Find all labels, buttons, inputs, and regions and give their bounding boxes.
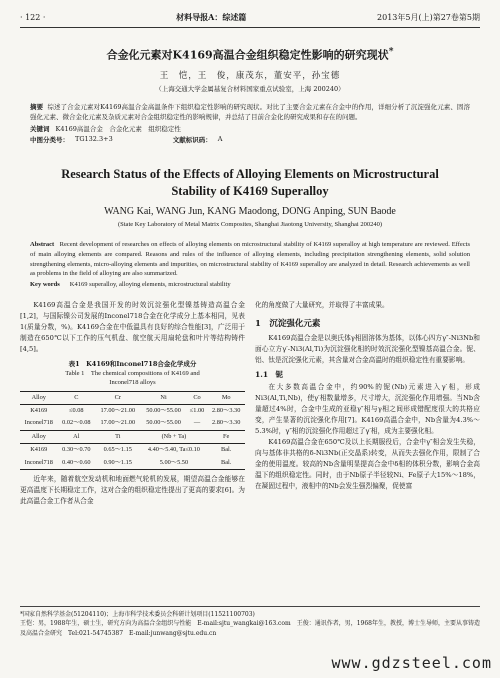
body-columns xyxy=(20,300,480,507)
affiliation-chinese: （上海交通大学金属基复合材料国家重点试验室，上海 200240） xyxy=(155,84,345,93)
doc-code: A xyxy=(217,135,223,144)
abstract-en-label: Abstract xyxy=(30,241,55,249)
section1-paragraph: K4169高温合金是以奥氏体γ相固溶体为基体，以体心四方γ″-Ni3Nb和面心立方γ′-Ni3(Al,Ti)为沉淀强化相的时效沉淀强化型镍基高温合金。铌、铝、钛是沉淀强化元素，其含量对合金高温时的组织稳定性有重要影响。 xyxy=(255,334,480,365)
abstract-chinese xyxy=(20,103,480,123)
footnote xyxy=(20,606,480,638)
section-heading-1: 1 沉淀强化元素 xyxy=(255,319,321,330)
table-caption-cn: 表1 K4169和Inconel718合金化学成分 xyxy=(68,360,197,369)
table-row: K4169 0.30～0.70 0.65～1.15 4.40～5.40, Ta≤0.10 Bal. xyxy=(30,446,232,454)
issue-info: 2013年5月(上)第27卷第5期 xyxy=(377,13,480,22)
running-header xyxy=(20,12,480,28)
table-header-row: Alloy C Cr Ni Co Mo xyxy=(20,391,245,404)
table-row: Inconel718 0.02～0.08 17.00～21.00 50.00～55.00 — 2.80～3.30 xyxy=(24,419,241,427)
table-caption-en: Table 1 The chemical compositions of K4169 and Inconel718 alloys xyxy=(65,370,200,386)
subsection-heading-1-1: 1.1 铌 xyxy=(255,370,284,380)
watermark: www.gdzsteel.com xyxy=(331,654,492,672)
abstract-english: Abstract Recent development of researches on effects of alloying elements on microstructural stability of K4169 superalloy at high temperature are reviewed. Effects of main alloying elements are compared. Reasons and rules of the influence of alloying elements, including precipitation strengthening elements, solid solution strengthening elements, micro-alloying elements and impurities, on microstructural stability of K4169 superalloy are analyzed in detail. Research achievements as well as problems in the field of alloying are also summarized. xyxy=(30,241,471,278)
right-column xyxy=(255,300,480,507)
abstract-cn-text: 综述了合金元素对K4169高温合金高温条件下组织稳定性影响的研究现状。对比了主要合金元素在合金中的作用，详细分析了沉淀强化元素、固溶强化元素、微合金化元素及杂质元素对合金组织稳定性的影响规律，并总结了目前合金化的研究成果和存在的问题。 xyxy=(30,102,470,121)
right-continuation: 化的角度做了大量研究，并取得了丰富成果。 xyxy=(255,301,389,310)
title-english: Research Status of the Effects of Alloying Elements on Microstructural Stability of K4169 Superalloy xyxy=(61,167,439,199)
intro-paragraph-1: K4169高温合金是我国开发的时效沉淀强化型镍基铸造高温合金[1,2]，与国际镍公司发展的Inconel718合金在化学成分上基本相同，见表1(质量分数，%)。K4169合金在中低温具有良好的综合性能[3]，广泛用于制造在650℃以下工作的压气机盘、航空航天用扇轮盘和叶片等结构铸件[4,5]。 xyxy=(20,301,245,354)
table-row: K4169 ≤0.08 17.00～21.00 50.00～55.00 ≤1.00 2.80～3.30 xyxy=(30,407,241,415)
left-column xyxy=(20,300,245,507)
title-footnote-mark: * xyxy=(388,46,394,57)
funding-note: *国家自然科学基金(51204110)；上海市科学技术委员会科研计划项目(11521100703) xyxy=(20,611,255,618)
clc-number: TG132.3+3 xyxy=(75,135,113,144)
table-subheader-row: Alloy Al Ti (Nb + Ta) Fe xyxy=(20,430,245,443)
abstract-cn-label: 摘要 xyxy=(30,102,44,111)
title-chinese: 合金化元素对K4169高温合金组织稳定性影响的研究现状* xyxy=(106,46,394,62)
authors-english: WANG Kai, WANG Jun, KANG Maodong, DONG Anping, SUN Baode xyxy=(104,206,396,218)
keywords-chinese: 关键词 K4169高温合金 合金化元素 组织稳定性 xyxy=(30,125,181,134)
keywords-english: Key words K4169 superalloy, alloying elements, microstructural stability xyxy=(30,281,231,289)
intro-paragraph-2: 近年来，随着航空发动机和地面燃气轮机的发展，期望高温合金能够在更高温度下长期稳定工作，这对合金的组织稳定性提出了更高的要求[6]。为此高温合金工作者从合金 xyxy=(20,474,245,506)
table-row: Inconel718 0.40～0.60 0.90～1.15 5.00～5.50 Bal. xyxy=(20,457,245,470)
composition-table xyxy=(20,391,245,470)
journal-name: 材料导报A：综述篇 xyxy=(176,12,247,22)
page-number: · 122 · xyxy=(20,13,46,22)
niobium-paragraph-2: K4169高温合金在650℃及以上长期服役后，合金中γ″相会发生失稳，向与基体非共格的δ-Ni3Nb(正交晶系)转变，从而失去强化作用，限制了合金的使用温度。较高的Nb含量明显提高合金中δ相的体积分数，影响合金高温下的组织稳定性。同时，由于Nb原子半径较Ni、Fe原子大15%～18%，在凝固过程中，液相中的Nb会发生强烈偏聚，促使富 xyxy=(255,438,480,491)
niobium-paragraph-1: 在大多数高温合金中，约90%的铌(Nb)元素进入γ′相，形成Ni3(Al,Ti,Nb)，使γ′相数量增多，尺寸增大，沉淀强化作用增强。当Nb含量超过4%时，合金中生成的亚稳γ″相与γ相之间形成错配度很大的共格应变，产生显著的沉淀强化作用[7]。K4169高温合金中，Nb含量为4.3%～5.3%时，γ″相的沉淀强化作用超过了γ′相，成为主要强化相。 xyxy=(255,382,480,435)
author-note: 王恺：男，1988年生，硕士生，研究方向为高温合金组织与性能 E-mail:sjtu_wangkai@163.com 王俊：通讯作者，男，1968年生，教授，博士生导师，主要从事铸造及高温合金研究 Tel:021-54745387 E-mail:junwang@sjtu.edu.cn xyxy=(20,620,480,637)
classification-row: 中图分类号： TG132.3+3 文献标识码： A xyxy=(30,135,223,145)
affiliation-english: (State Key Laboratory of Metal Matrix Composites, Shanghai Jiaotong University, Shanghai 200240) xyxy=(117,221,383,229)
authors-chinese: 王 恺，王 俊，康茂东，董安平，孙宝德 xyxy=(159,70,341,81)
